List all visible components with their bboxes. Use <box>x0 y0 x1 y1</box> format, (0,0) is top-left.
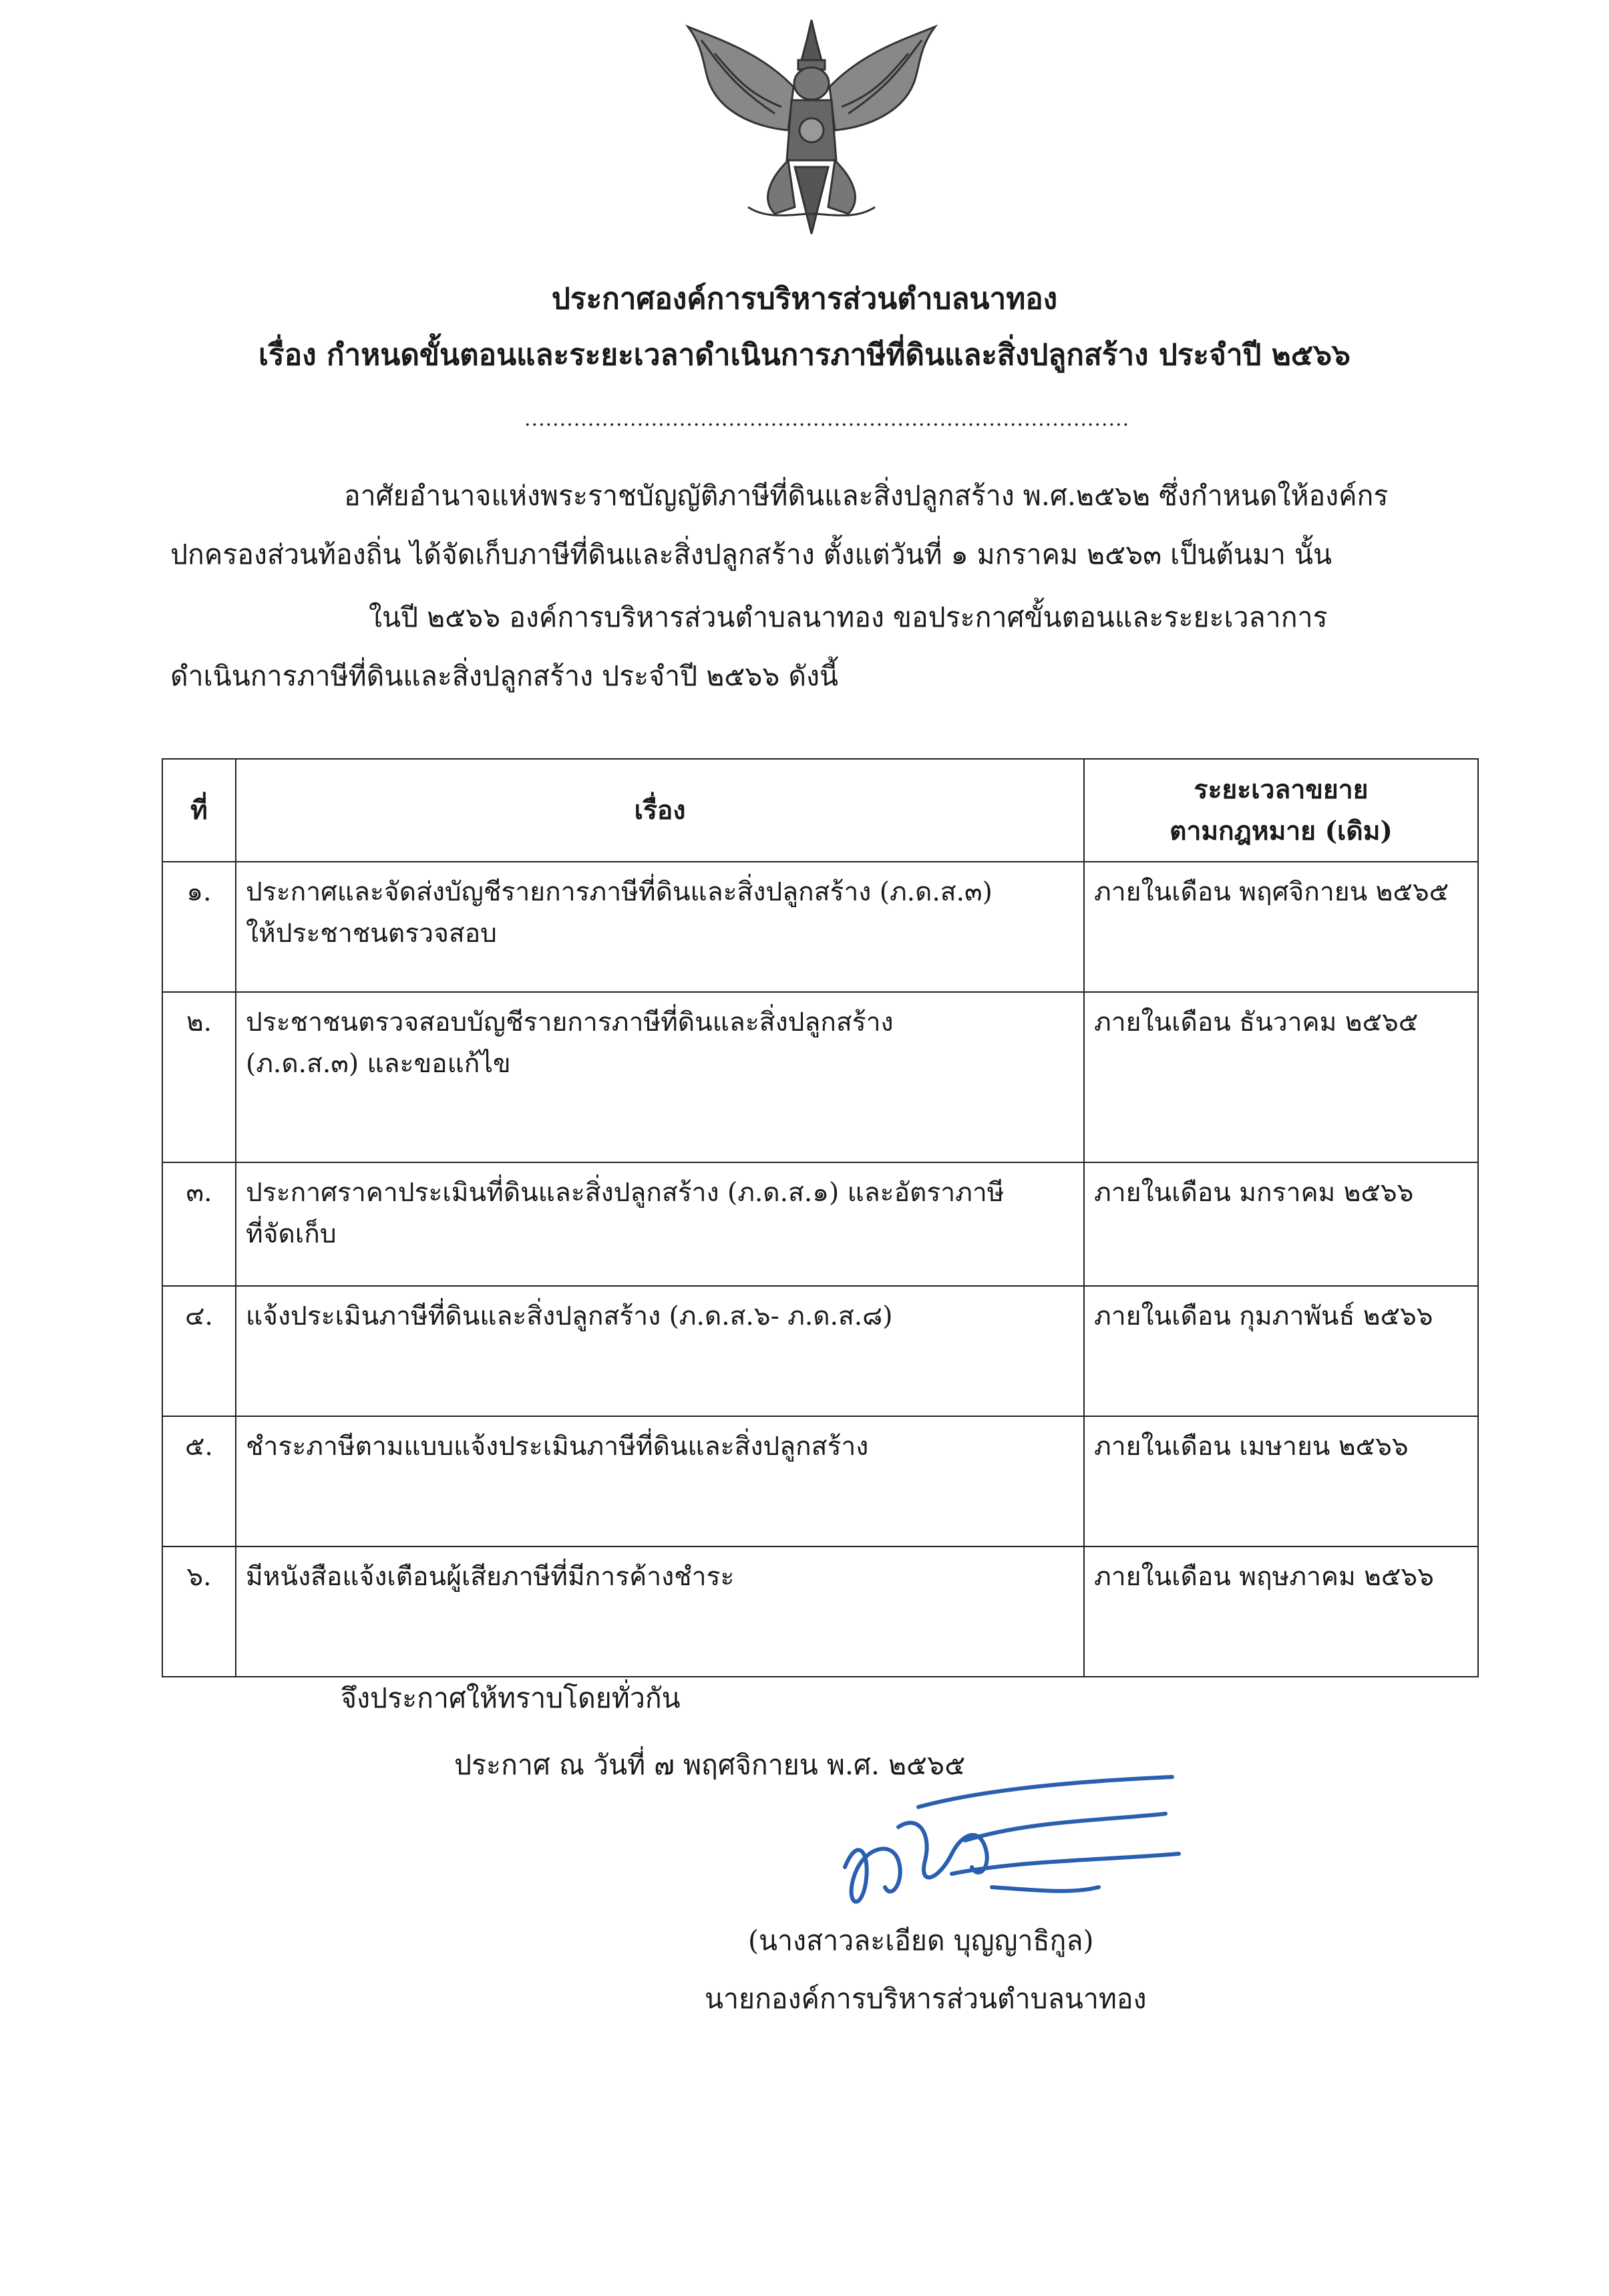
row-topic-line2: ให้ประชาชนตรวจสอบ <box>246 919 497 949</box>
row-time: ภายในเดือน พฤษภาคม ๒๕๖๖ <box>1084 1546 1478 1677</box>
schedule-table <box>162 758 1479 1677</box>
row-no: ๒. <box>162 992 236 1162</box>
row-time: ภายในเดือน มกราคม ๒๕๖๖ <box>1084 1162 1478 1286</box>
row-no: ๖. <box>162 1546 236 1677</box>
row-topic <box>236 992 1084 1162</box>
table-row <box>162 992 1478 1162</box>
signer-name: (นางสาวละเอียด บุญญาธิกูล) <box>748 1925 1094 1957</box>
table-header-row <box>162 759 1478 862</box>
header-no: ที่ <box>162 759 236 862</box>
para1-line1: อาศัยอำนาจแห่งพระราชบัญญัติภาษีที่ดินและสิ่งปลูกสร้าง พ.ศ.๒๕๖๒ ซึ่งกำหนดให้องค์กร <box>344 480 1389 512</box>
row-topic-line1: มีหนังสือแจ้งเตือนผู้เสียภาษีที่มีการค้างชำระ <box>246 1562 735 1592</box>
row-topic-line1: ชำระภาษีตามแบบแจ้งประเมินภาษีที่ดินและสิ่งปลูกสร้าง <box>246 1432 869 1462</box>
garuda-emblem <box>661 13 962 240</box>
row-topic <box>236 1546 1084 1677</box>
header-time <box>1084 759 1478 862</box>
row-topic-line1: แจ้งประเมินภาษีที่ดินและสิ่งปลูกสร้าง (ภ.ด.ส.๖- ภ.ด.ส.๘) <box>246 1301 893 1331</box>
handwritten-signature <box>818 1774 1192 1934</box>
row-topic <box>236 1162 1084 1286</box>
header-time-line1: ระยะเวลาขยาย <box>1194 774 1369 805</box>
page-subtitle: เรื่อง กำหนดขั้นตอนและระยะเวลาดำเนินการภาษีที่ดินและสิ่งปลูกสร้าง ประจำปี ๒๕๖๖ <box>258 338 1351 372</box>
row-no: ๔. <box>162 1286 236 1416</box>
table-row <box>162 1416 1478 1546</box>
row-time: ภายในเดือน กุมภาพันธ์ ๒๕๖๖ <box>1084 1286 1478 1416</box>
signer-title: นายกองค์การบริหารส่วนตำบลนาทอง <box>705 1983 1147 2015</box>
row-no: ๕. <box>162 1416 236 1546</box>
row-topic-line2: ที่จัดเก็บ <box>246 1219 337 1249</box>
para2-line2: ดำเนินการภาษีที่ดินและสิ่งปลูกสร้าง ประจำปี ๒๕๖๖ ดังนี้ <box>170 660 839 692</box>
row-no: ๓. <box>162 1162 236 1286</box>
para2-line1: ในปี ๒๕๖๖ องค์การบริหารส่วนตำบลนาทอง ขอประกาศขั้นตอนและระยะเวลาการ <box>369 601 1328 633</box>
closing-announce: จึงประกาศให้ทราบโดยทั่วกัน <box>341 1682 681 1714</box>
header-time-line2: ตามกฎหมาย (เดิม) <box>1170 816 1393 846</box>
row-no: ๑. <box>162 862 236 992</box>
row-time: ภายในเดือน เมษายน ๒๕๖๖ <box>1084 1416 1478 1546</box>
row-topic-line1: ประกาศราคาประเมินที่ดินและสิ่งปลูกสร้าง (ภ.ด.ส.๑) และอัตราภาษี <box>246 1178 1005 1208</box>
table-row <box>162 1162 1478 1286</box>
row-topic-line1: ประชาชนตรวจสอบบัญชีรายการภาษีที่ดินและสิ่งปลูกสร้าง <box>246 1007 894 1037</box>
row-topic-line2: (ภ.ด.ส.๓) และขอแก้ไข <box>246 1049 511 1079</box>
row-topic <box>236 1416 1084 1546</box>
row-time: ภายในเดือน ธันวาคม ๒๕๖๕ <box>1084 992 1478 1162</box>
table-row <box>162 1546 1478 1677</box>
row-topic <box>236 1286 1084 1416</box>
row-time: ภายในเดือน พฤศจิกายน ๒๕๖๕ <box>1084 862 1478 992</box>
table-row <box>162 862 1478 992</box>
header-topic: เรื่อง <box>236 759 1084 862</box>
table-row <box>162 1286 1478 1416</box>
closing-date: ประกาศ ณ วันที่ ๗ พฤศจิกายน พ.ศ. ๒๕๖๕ <box>454 1749 966 1781</box>
para1-line2: ปกครองส่วนท้องถิ่น ได้จัดเก็บภาษีที่ดินและสิ่งปลูกสร้าง ตั้งแต่วันที่ ๑ มกราคม ๒๕๖๓ เป็นต้นมา นั้น <box>170 538 1332 570</box>
row-topic-line1: ประกาศและจัดส่งบัญชีรายการภาษีที่ดินและสิ่งปลูกสร้าง (ภ.ด.ส.๓) <box>246 877 993 907</box>
page-title: ประกาศองค์การบริหารส่วนตำบลนาทอง <box>551 282 1058 316</box>
separator-dots: ...................................................................................... <box>524 407 1130 431</box>
row-topic <box>236 862 1084 992</box>
